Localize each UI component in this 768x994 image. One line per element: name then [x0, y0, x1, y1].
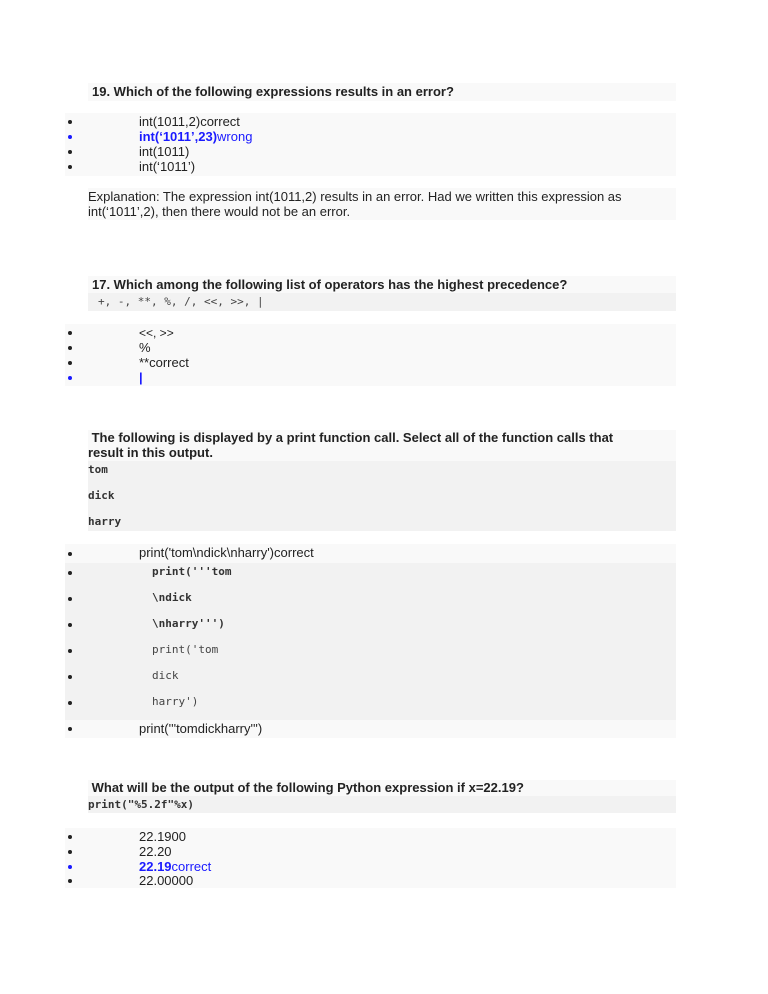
bullet-icon	[68, 552, 72, 556]
option-mark: correct	[171, 859, 212, 874]
option-text: int(1011,2)	[139, 114, 201, 129]
bullet-icon	[68, 597, 72, 601]
qprint-code-option[interactable]: \nharry''')	[152, 617, 225, 630]
bullet-icon	[68, 701, 72, 705]
q19-option-3[interactable]: int(1011)	[139, 144, 190, 159]
q17-option-3[interactable]	[139, 355, 189, 371]
bullet-icon	[68, 850, 72, 854]
q19-option-2[interactable]	[139, 129, 252, 145]
option-mark: wrong	[217, 129, 253, 144]
q19-explanation-line2: int(‘1011’,2), then there would not be an error.	[88, 204, 351, 219]
bullet-icon	[68, 150, 72, 154]
qprint-title-line2: result in this output.	[88, 445, 213, 460]
qprint-code-line: tom	[88, 463, 108, 476]
option-text: 22.19	[139, 859, 172, 874]
bullet-icon	[68, 879, 72, 883]
bullet-icon	[68, 571, 72, 575]
option-mark: correct	[200, 114, 240, 129]
q19-explanation-line1: Explanation: The expression int(1011,2) results in an error. Had we written this expression as	[88, 189, 622, 204]
bullet-icon	[68, 649, 72, 653]
qprint-title-line1: The following is displayed by a print function call. Select all of the function calls that	[88, 430, 614, 445]
qformat-code: print("%5.2f"%x)	[88, 798, 194, 811]
qprint-code-option[interactable]: print('tom	[152, 643, 219, 656]
q19-option-1[interactable]	[139, 114, 240, 130]
qformat-option-2[interactable]: 22.20	[139, 844, 172, 859]
q17-title: 17. Which among the following list of operators has the highest precedence?	[92, 277, 568, 292]
bullet-icon	[68, 623, 72, 627]
q19-title: 19. Which of the following expressions results in an error?	[92, 84, 454, 99]
qformat-option-4[interactable]: 22.00000	[139, 873, 194, 888]
q17-option-1[interactable]: <<, >>	[139, 326, 174, 340]
qprint-option-last[interactable]: print('''tomdickharry''')	[139, 721, 263, 736]
q17-option-4[interactable]: |	[139, 370, 143, 385]
bullet-icon	[68, 675, 72, 679]
bullet-icon	[68, 865, 72, 869]
qprint-option-1[interactable]	[139, 545, 314, 561]
option-text: **	[139, 355, 150, 370]
qprint-code-line: harry	[88, 515, 122, 528]
bullet-icon	[68, 120, 72, 124]
bullet-icon	[68, 331, 72, 335]
q17-code: +, -, **, %, /, <<, >>, |	[98, 295, 264, 308]
bullet-icon	[68, 835, 72, 839]
qprint-code-option[interactable]: print('''tom	[152, 565, 232, 578]
bullet-icon	[68, 727, 72, 731]
bullet-icon	[68, 346, 72, 350]
qformat-option-1[interactable]: 22.1900	[139, 829, 186, 844]
bullet-icon	[68, 361, 72, 365]
qprint-code-option[interactable]: dick	[152, 669, 179, 682]
q19-option-4[interactable]: int(‘1011’)	[139, 159, 196, 174]
bullet-icon	[68, 376, 72, 380]
qprint-code-option[interactable]: \ndick	[152, 591, 192, 604]
qprint-code-option[interactable]: harry')	[152, 695, 199, 708]
qprint-code-line: dick	[88, 489, 115, 502]
bullet-icon	[68, 135, 72, 139]
option-text: int(‘1011’,23)	[139, 129, 218, 144]
option-text: print('tom\ndick\nharry')	[139, 545, 275, 560]
bullet-icon	[68, 165, 72, 169]
qprint-code-bg	[88, 461, 676, 531]
option-mark: correct	[274, 545, 314, 560]
q17-option-2[interactable]: %	[139, 340, 151, 355]
option-mark: correct	[149, 355, 189, 370]
qformat-title: What will be the output of the following Python expression if x=22.19?	[88, 780, 524, 795]
